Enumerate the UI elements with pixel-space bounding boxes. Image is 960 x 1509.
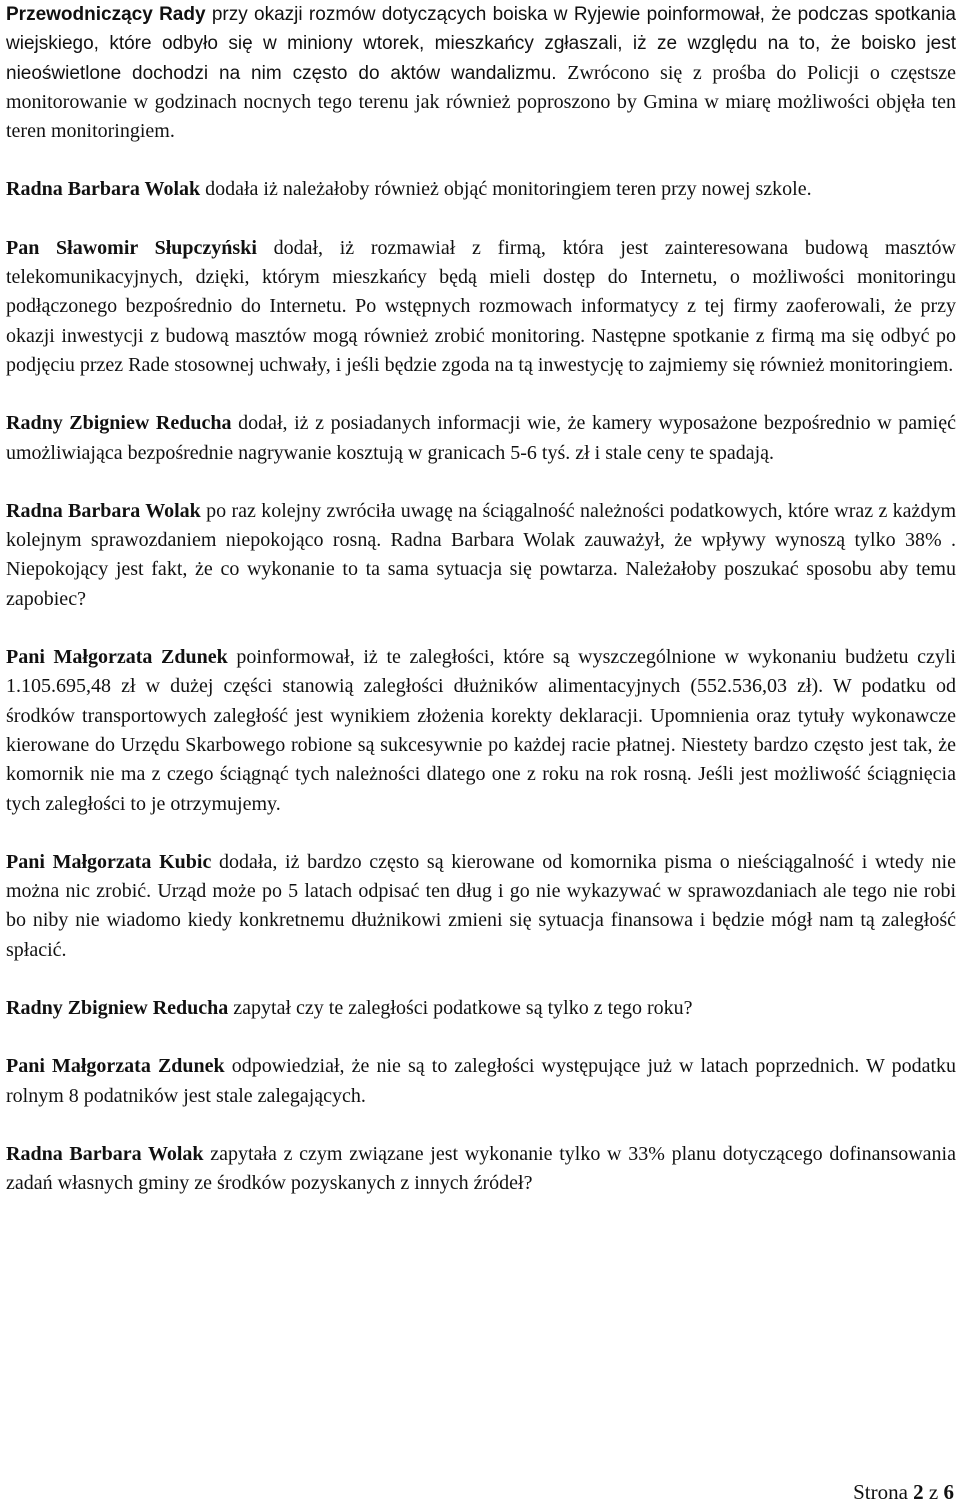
paragraph-text: dodała iż należałoby również objąć monitoringiem teren przy nowej szkole. — [200, 178, 812, 201]
paragraph-gap — [6, 205, 956, 234]
page-label: Strona — [853, 1480, 914, 1504]
paragraph-5 — [6, 497, 956, 614]
total-page-count: 6 — [943, 1480, 954, 1504]
speaker-name: Radny Zbigniew Reducha — [6, 997, 229, 1020]
speaker-name: Radna Barbara Wolak — [6, 1142, 204, 1165]
paragraph-gap — [6, 146, 956, 175]
paragraph-text: przy okazji rozmów dotyczących boiska w Ryjewie poinformował, że podczas spotkania wiejskiego, które odbyło się w miniony wtorek, mieszkańcy zgłaszali, iż ze względu na to, że boisko jest nieoświetlone dochodzi na nim często do aktów wandalizmu. — [6, 4, 956, 84]
paragraph-4 — [6, 409, 956, 468]
speaker-name: Pani Małgorzata Zdunek — [6, 646, 228, 669]
paragraph-gap — [6, 468, 956, 497]
paragraph-9 — [6, 1052, 956, 1111]
paragraph-text: dodała, iż bardzo często są kierowane od komornika pisma o nieściągalność i wtedy nie można nic zrobić. Urząd może po 5 latach odpisać ten dług i go nie wykazywać w sprawozdaniach ale tego nie robi bo niby nie wiadomo kiedy konkretnemu dłużnikowi zmieni się sytuacja finansowa i będzie mógł nam tą zaległość spłacić. — [6, 850, 956, 961]
paragraph-text: po raz kolejny zwróciła uwagę na ściągalność należności podatkowych, które wraz z każdym kolejnym sprawozdaniem niepokojąco rosną. Radna Barbara Wolak zauważył, że wpływy wynoszą tylko 38% . Niepokojący jest fakt, że co wykonanie to ta sama sytuacja się powtarza. Należałoby poszukać sposobu aby temu zapobiec? — [6, 499, 956, 610]
paragraph-gap — [6, 380, 956, 409]
paragraph-gap — [6, 819, 956, 848]
paragraph-text-continued: Zwrócono się z prośba do Policji o częstsze monitorowanie w godzinach nocnych tego terenu jak również poproszono by Gmina w miarę możliwości objęła ten teren monitoringiem. — [6, 61, 956, 143]
paragraph-text: dodał, iż rozmawiał z firmą, która jest zainteresowana budową masztów telekomunikacyjnych, dzięki, którym mieszkańcy będą mieli dostęp do Internetu, o możliwości monitoringu podłączonego bezpośrednio do Internetu. Po wstępnych rozmowach informatycy z tej firmy zaoferowali, że przy okazji inwestycji z budową masztów mogą również zrobić monitoring. Następne spotkanie z firmą ma się odbyć po podjęciu przez Rade stosownej uchwały, i jeśli będzie zgoda na tą inwestycję to zajmiemy się również monitoringiem. — [6, 236, 956, 376]
page-number-footer — [853, 1479, 954, 1505]
paragraph-6 — [6, 643, 956, 819]
paragraph-text: dodał, iż z posiadanych informacji wie, że kamery wyposażone bezpośrednio w pamięć umożliwiająca bezpośrednie nagrywanie kosztują w granicach 5-6 tyś. zł i stale ceny te spadają. — [6, 412, 956, 464]
speaker-name: Pani Małgorzata Zdunek — [6, 1055, 225, 1078]
document-page — [6, 0, 956, 1199]
paragraph-gap — [6, 614, 956, 643]
paragraph-8 — [6, 994, 956, 1023]
paragraph-1 — [6, 0, 956, 146]
paragraph-2 — [6, 175, 956, 204]
paragraph-gap — [6, 1023, 956, 1052]
paragraph-text: poinformował, iż te zaległości, które są wyszczególnione w wykonaniu budżetu czyli 1.105.695,48 zł w dużej części stanowią zaległości dłużników alimentacyjnych (552.536,03 zł). W podatku od środków transportowych zaległość jest wynikiem złożenia korekty deklaracji. Upomnienia oraz tytuły wykonawcze kierowane do Urzędu Skarbowego robione są sukcesywnie po każdej racie płatnej. Niestety bardzo często jest tak, że komornik nie ma z czego ściągnąć tych należności dlatego one z roku na rok rosną. Jeśli jest możliwość ściągnięcia tych zaległości to je otrzymujemy. — [6, 646, 956, 815]
paragraph-3 — [6, 234, 956, 380]
paragraph-text: zapytała z czym związane jest wykonanie tylko w 33% planu dotyczącego dofinansowania zadań własnych gminy ze środków pozyskanych z innych źródeł? — [6, 1142, 956, 1195]
page-separator: z — [923, 1480, 944, 1504]
paragraph-10 — [6, 1140, 956, 1199]
paragraph-gap — [6, 965, 956, 994]
paragraph-text: zapytał czy te zaległości podatkowe są tylko z tego roku? — [228, 997, 693, 1020]
paragraph-7 — [6, 848, 956, 965]
speaker-name: Radna Barbara Wolak — [6, 499, 201, 522]
speaker-name: Pan Sławomir Słupczyński — [6, 236, 257, 259]
speaker-name: Radny Zbigniew Reducha — [6, 412, 232, 435]
speaker-name: Pani Małgorzata Kubic — [6, 850, 212, 873]
paragraph-text: odpowiedział, że nie są to zaległości występujące już w latach poprzednich. W podatku rolnym 8 podatników jest stale zalegających. — [6, 1055, 957, 1107]
speaker-name: Przewodniczący Rady — [6, 4, 206, 25]
speaker-name: Radna Barbara Wolak — [6, 178, 201, 201]
paragraph-gap — [6, 1111, 956, 1140]
current-page-number: 2 — [913, 1480, 924, 1504]
